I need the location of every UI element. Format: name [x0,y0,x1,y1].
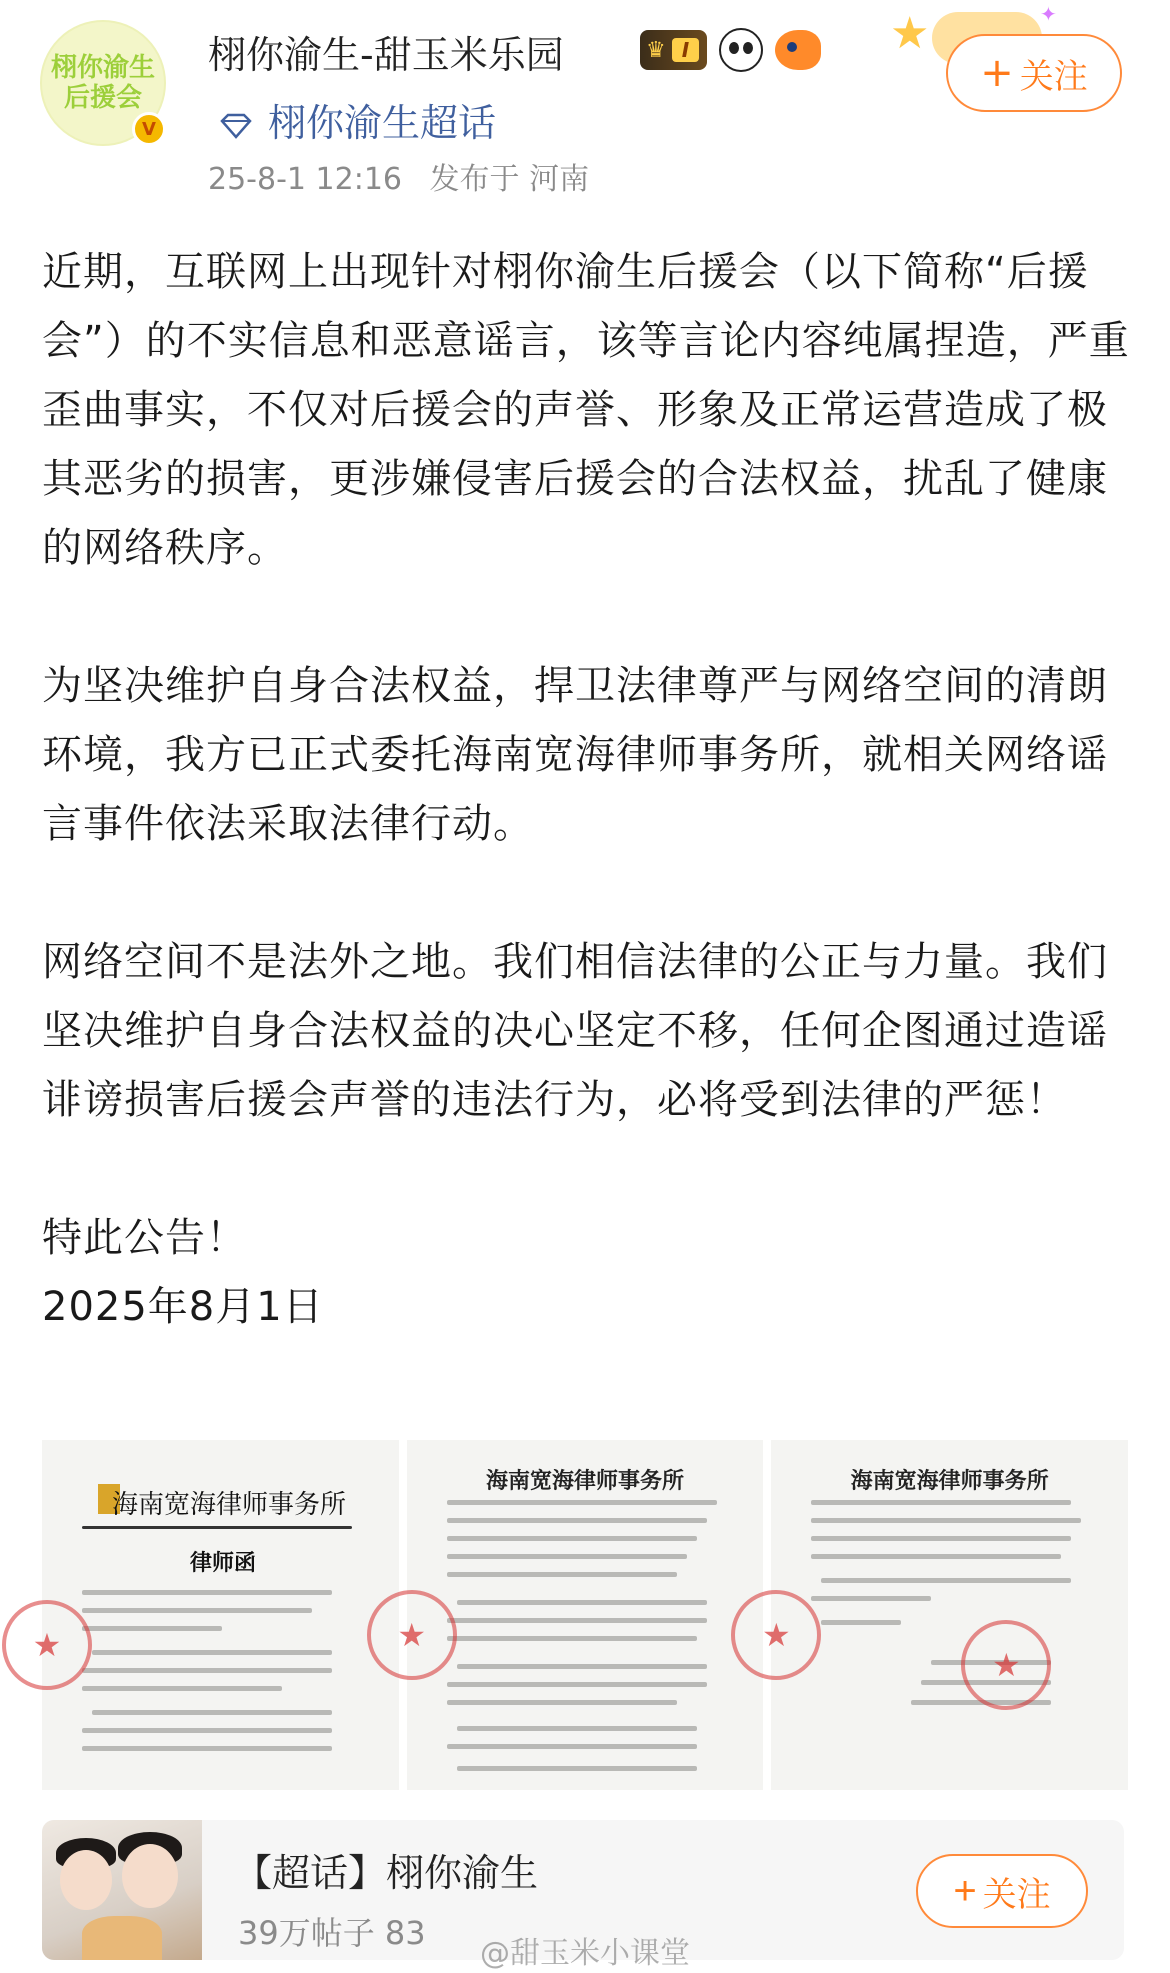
text-line [447,1636,697,1641]
red-seal-icon: ★ [367,1590,457,1680]
doc3-header: 海南宽海律师事务所 [850,1468,1049,1494]
closing-date: 2025年8月1日 [42,1284,324,1330]
post-closing [42,1204,1132,1342]
avatar-text-line2: 后援会 [63,83,142,113]
text-line [447,1554,687,1559]
text-line [447,1682,707,1687]
post-paragraph-1: 近期，互联网上出现针对栩你渝生后援会（以下简称“后援会”）的不实信息和恶意谣言，该等言论内容纯属捏造，严重歪曲事实，不仅对后援会的声誉、形象及正常运营造成了极其恶劣的损害，更涉嫌侵害后援会的合法权益，扰乱了健康的网络秩序。 [42,249,1130,571]
post-body [42,238,1132,1342]
follow-button[interactable] [946,34,1122,112]
text-line [811,1518,1081,1523]
fish-icon[interactable] [775,30,821,70]
sparkle-icon: ✦ [1040,2,1057,26]
doc1-header: 海南宽海律师事务所 [112,1490,347,1520]
star-icon: ★ [890,8,930,59]
post-meta [208,154,607,198]
cover-flowers [82,1916,162,1960]
topic-card-stats: 39万帖子 83 [238,1914,426,1952]
post-header [0,0,1170,200]
text-line [82,1746,332,1751]
text-line [82,1686,282,1691]
post-date: 25-8-1 12:16 [208,162,402,197]
text-line [82,1668,332,1673]
crown-level-badge[interactable] [640,30,707,70]
text-line [821,1578,1071,1583]
lawyer-letter-image-2[interactable] [397,1440,764,1790]
text-line [92,1650,332,1655]
doc2-header: 海南宽海律师事务所 [486,1468,685,1494]
panda-icon[interactable] [719,28,763,72]
text-line [447,1518,707,1523]
text-line [821,1620,901,1625]
red-seal-icon: ★ [731,1590,821,1680]
watermark: @甜玉米小课堂 [480,1936,690,1971]
author-name[interactable]: 栩你渝生-甜玉米乐园 [208,33,564,77]
topic-follow-label: 关注 [982,1875,1051,1914]
text-line [457,1600,707,1605]
closing-line-1: 特此公告！ [42,1215,247,1261]
text-line [447,1744,697,1749]
text-line [82,1608,312,1613]
lawyer-letter-image-1[interactable] [32,1440,399,1790]
text-line [457,1664,707,1669]
text-line [457,1726,697,1731]
text-line [811,1596,931,1601]
red-seal-icon: ★ [2,1600,92,1690]
image-gallery [32,1440,1128,1790]
text-line [447,1700,677,1705]
text-line [811,1554,1061,1559]
text-line [811,1536,1071,1541]
text-line [447,1572,677,1577]
lawyer-letter-image-3[interactable] [762,1440,1128,1790]
cover-face [60,1850,112,1910]
text-line [447,1536,697,1541]
level-badge-text: I [672,38,699,62]
doc1-subtitle: 律师函 [190,1550,257,1576]
verified-icon: V [132,112,166,146]
follow-label: 关注 [1019,56,1088,97]
topic-card-title: 【超话】栩你渝生 [234,1851,539,1895]
diamond-icon [218,106,254,134]
doc-rule [82,1526,352,1529]
text-line [457,1766,697,1771]
avatar-text-line1: 栩你渝生 [50,53,155,83]
text-line [82,1626,222,1631]
topic-follow-button[interactable] [916,1854,1088,1928]
cover-face [122,1844,178,1908]
plus-icon: + [980,50,1014,96]
red-seal-icon: ★ [961,1620,1051,1710]
plus-icon: + [953,1868,977,1913]
post-location: 发布于 河南 [429,162,590,197]
text-line [447,1500,717,1505]
text-line [811,1500,1071,1505]
text-line [447,1618,707,1623]
post-paragraph-3: 网络空间不是法外之地。我们相信法律的公正与力量。我们坚决维护自身合法权益的决心坚定不移，任何企图通过造谣诽谤损害后援会声誉的违法行为，必将受到法律的严惩！ [42,939,1108,1123]
topic-cover-image [42,1820,202,1960]
post-paragraph-2: 为坚决维护自身合法权益，捍卫法律尊严与网络空间的清朗环境，我方已正式委托海南宽海律师事务所，就相关网络谣言事件依法采取法律行动。 [42,663,1108,847]
author-avatar[interactable] [40,20,166,146]
text-line [92,1710,332,1715]
topic-link-label: 栩你渝生超话 [268,101,497,145]
text-line [82,1728,332,1733]
author-badges [640,28,821,72]
text-line [82,1590,332,1595]
topic-link[interactable] [218,92,496,147]
crown-icon: ♛ [646,37,666,63]
